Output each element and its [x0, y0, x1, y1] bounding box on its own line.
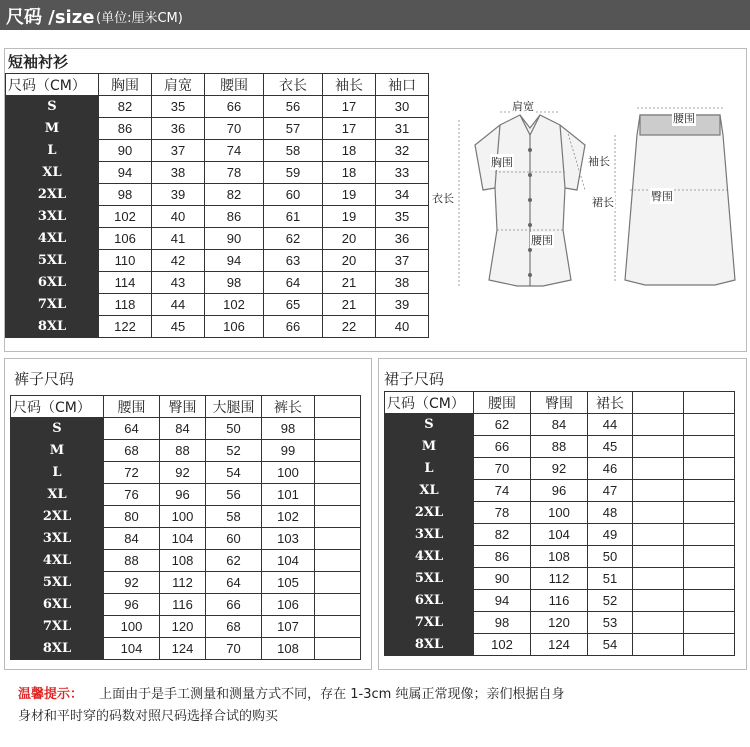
value-cell: 86	[205, 206, 264, 228]
value-cell: 32	[376, 140, 429, 162]
value-cell: 108	[262, 638, 315, 660]
value-cell: 112	[531, 568, 588, 590]
value-cell: 51	[588, 568, 633, 590]
empty-cell	[684, 546, 735, 568]
value-cell: 116	[531, 590, 588, 612]
value-cell: 104	[160, 528, 206, 550]
empty-cell	[633, 634, 684, 656]
table-row	[385, 414, 735, 436]
value-cell: 58	[264, 140, 323, 162]
value-cell: 106	[205, 316, 264, 338]
size-cell: 5XL	[385, 568, 474, 590]
size-cell: XL	[6, 162, 99, 184]
value-cell: 21	[323, 294, 376, 316]
table-row	[385, 458, 735, 480]
value-cell: 64	[206, 572, 262, 594]
value-cell: 82	[205, 184, 264, 206]
size-cell: XL	[11, 484, 104, 506]
value-cell: 49	[588, 524, 633, 546]
value-cell: 18	[323, 140, 376, 162]
column-header: 腰围	[104, 396, 160, 418]
value-cell: 50	[206, 418, 262, 440]
value-cell: 86	[99, 118, 152, 140]
empty-cell	[684, 414, 735, 436]
value-cell: 64	[104, 418, 160, 440]
label-chest: 胸围	[491, 156, 513, 169]
empty-cell	[315, 638, 361, 660]
empty-cell	[633, 524, 684, 546]
value-cell: 33	[376, 162, 429, 184]
value-cell: 57	[264, 118, 323, 140]
value-cell: 46	[588, 458, 633, 480]
value-cell: 99	[262, 440, 315, 462]
table-row	[385, 436, 735, 458]
value-cell: 22	[323, 316, 376, 338]
value-cell: 17	[323, 96, 376, 118]
shirt-size-table	[5, 73, 429, 338]
value-cell: 30	[376, 96, 429, 118]
column-header: 尺码（CM）	[6, 74, 99, 96]
value-cell: 90	[99, 140, 152, 162]
size-cell: 2XL	[11, 506, 104, 528]
value-cell: 31	[376, 118, 429, 140]
size-cell: 7XL	[6, 294, 99, 316]
tip-note	[18, 684, 738, 728]
value-cell: 107	[262, 616, 315, 638]
value-cell: 37	[152, 140, 205, 162]
column-header: 衣长	[264, 74, 323, 96]
value-cell: 114	[99, 272, 152, 294]
empty-cell	[684, 568, 735, 590]
size-cell: 3XL	[11, 528, 104, 550]
table-row	[11, 616, 361, 638]
value-cell: 98	[474, 612, 531, 634]
column-header: 尺码（CM）	[385, 392, 474, 414]
label-waist: 腰围	[531, 234, 553, 247]
value-cell: 103	[262, 528, 315, 550]
label-skirt-waist: 腰围	[673, 112, 695, 125]
empty-cell	[633, 458, 684, 480]
empty-cell	[633, 480, 684, 502]
value-cell: 61	[264, 206, 323, 228]
value-cell: 104	[262, 550, 315, 572]
empty-cell	[315, 550, 361, 572]
empty-cell	[633, 612, 684, 634]
value-cell: 70	[205, 118, 264, 140]
empty-cell	[684, 634, 735, 656]
value-cell: 122	[99, 316, 152, 338]
table-row	[6, 228, 429, 250]
empty-cell	[633, 392, 684, 414]
label-shoulder: 肩宽	[512, 100, 534, 113]
value-cell: 63	[264, 250, 323, 272]
empty-cell	[315, 594, 361, 616]
value-cell: 62	[206, 550, 262, 572]
table-row	[385, 590, 735, 612]
value-cell: 106	[262, 594, 315, 616]
skirt-size-table	[384, 391, 735, 656]
table-header-row	[385, 392, 735, 414]
table-row	[6, 206, 429, 228]
column-header: 臀围	[531, 392, 588, 414]
value-cell: 102	[205, 294, 264, 316]
value-cell: 96	[531, 480, 588, 502]
column-header: 裤长	[262, 396, 315, 418]
empty-cell	[633, 436, 684, 458]
size-cell: 2XL	[6, 184, 99, 206]
size-cell: 5XL	[11, 572, 104, 594]
value-cell: 88	[104, 550, 160, 572]
value-cell: 72	[104, 462, 160, 484]
value-cell: 108	[160, 550, 206, 572]
value-cell: 102	[99, 206, 152, 228]
value-cell: 54	[588, 634, 633, 656]
value-cell: 84	[104, 528, 160, 550]
value-cell: 35	[376, 206, 429, 228]
value-cell: 21	[323, 272, 376, 294]
empty-cell	[633, 502, 684, 524]
size-cell: 6XL	[6, 272, 99, 294]
value-cell: 38	[152, 162, 205, 184]
value-cell: 47	[588, 480, 633, 502]
empty-cell	[315, 528, 361, 550]
table-row	[6, 184, 429, 206]
size-cell: L	[385, 458, 474, 480]
size-cell: S	[6, 96, 99, 118]
size-cell: 8XL	[385, 634, 474, 656]
value-cell: 124	[531, 634, 588, 656]
table-row	[6, 294, 429, 316]
header-unit: (单位:厘米CM)	[96, 11, 183, 26]
empty-cell	[315, 440, 361, 462]
empty-cell	[315, 462, 361, 484]
value-cell: 98	[262, 418, 315, 440]
empty-cell	[315, 396, 361, 418]
value-cell: 56	[206, 484, 262, 506]
table-row	[6, 316, 429, 338]
value-cell: 116	[160, 594, 206, 616]
value-cell: 45	[588, 436, 633, 458]
value-cell: 101	[262, 484, 315, 506]
size-cell: 7XL	[385, 612, 474, 634]
size-cell: 7XL	[11, 616, 104, 638]
empty-cell	[684, 612, 735, 634]
table-row	[11, 440, 361, 462]
size-cell: S	[385, 414, 474, 436]
size-cell: 2XL	[385, 502, 474, 524]
tip-line-2: 身材和平时穿的码数对照尺码选择合试的购买	[18, 709, 279, 724]
label-skirt-length: 裙长	[592, 196, 614, 209]
value-cell: 39	[376, 294, 429, 316]
value-cell: 66	[206, 594, 262, 616]
value-cell: 94	[205, 250, 264, 272]
size-cell: S	[11, 418, 104, 440]
value-cell: 104	[104, 638, 160, 660]
size-cell: M	[385, 436, 474, 458]
column-header: 袖口	[376, 74, 429, 96]
pants-size-table	[10, 395, 361, 660]
value-cell: 59	[264, 162, 323, 184]
column-header: 腰围	[205, 74, 264, 96]
empty-cell	[315, 616, 361, 638]
value-cell: 36	[376, 228, 429, 250]
value-cell: 34	[376, 184, 429, 206]
empty-cell	[633, 546, 684, 568]
value-cell: 110	[99, 250, 152, 272]
value-cell: 100	[104, 616, 160, 638]
value-cell: 106	[99, 228, 152, 250]
value-cell: 43	[152, 272, 205, 294]
value-cell: 20	[323, 228, 376, 250]
value-cell: 78	[205, 162, 264, 184]
value-cell: 94	[99, 162, 152, 184]
size-cell: XL	[385, 480, 474, 502]
value-cell: 92	[160, 462, 206, 484]
value-cell: 66	[205, 96, 264, 118]
size-cell: 3XL	[6, 206, 99, 228]
empty-cell	[315, 484, 361, 506]
column-header: 裙长	[588, 392, 633, 414]
value-cell: 78	[474, 502, 531, 524]
table-row	[6, 162, 429, 184]
value-cell: 74	[205, 140, 264, 162]
value-cell: 64	[264, 272, 323, 294]
tip-line-1: 上面由于是手工测量和测量方式不同，存在 1-3cm 纯属正常现像；亲们根据自身	[99, 687, 565, 702]
table-row	[11, 572, 361, 594]
value-cell: 92	[104, 572, 160, 594]
table-row	[11, 462, 361, 484]
table-row	[385, 612, 735, 634]
empty-cell	[633, 414, 684, 436]
label-skirt-hip: 臀围	[651, 190, 673, 203]
value-cell: 86	[474, 546, 531, 568]
value-cell: 70	[474, 458, 531, 480]
value-cell: 53	[588, 612, 633, 634]
empty-cell	[684, 458, 735, 480]
skirt-illustration	[625, 115, 735, 285]
table-row	[11, 638, 361, 660]
value-cell: 100	[531, 502, 588, 524]
value-cell: 96	[160, 484, 206, 506]
size-cell: 3XL	[385, 524, 474, 546]
measurement-diagram	[425, 90, 745, 330]
value-cell: 98	[205, 272, 264, 294]
size-cell: 4XL	[385, 546, 474, 568]
value-cell: 42	[152, 250, 205, 272]
table-row	[6, 272, 429, 294]
empty-cell	[315, 572, 361, 594]
value-cell: 68	[104, 440, 160, 462]
value-cell: 20	[323, 250, 376, 272]
value-cell: 40	[152, 206, 205, 228]
tip-label: 温馨提示：	[18, 687, 84, 702]
value-cell: 88	[160, 440, 206, 462]
value-cell: 40	[376, 316, 429, 338]
value-cell: 90	[474, 568, 531, 590]
value-cell: 56	[264, 96, 323, 118]
value-cell: 19	[323, 206, 376, 228]
table-row	[385, 568, 735, 590]
value-cell: 60	[206, 528, 262, 550]
value-cell: 104	[531, 524, 588, 546]
pants-title: 裤子尺码	[14, 370, 75, 388]
skirt-title: 裙子尺码	[384, 370, 445, 388]
empty-cell	[315, 418, 361, 440]
table-row	[385, 634, 735, 656]
size-cell: 4XL	[6, 228, 99, 250]
value-cell: 120	[160, 616, 206, 638]
column-header: 臀围	[160, 396, 206, 418]
column-header: 肩宽	[152, 74, 205, 96]
value-cell: 17	[323, 118, 376, 140]
value-cell: 100	[262, 462, 315, 484]
value-cell: 44	[588, 414, 633, 436]
value-cell: 82	[474, 524, 531, 546]
shirt-title: 短袖衬衫	[8, 53, 69, 71]
value-cell: 90	[205, 228, 264, 250]
value-cell: 82	[99, 96, 152, 118]
value-cell: 98	[99, 184, 152, 206]
column-header: 大腿围	[206, 396, 262, 418]
column-header: 胸围	[99, 74, 152, 96]
header-bar	[0, 0, 750, 30]
value-cell: 84	[531, 414, 588, 436]
label-sleeve: 袖长	[588, 155, 610, 168]
value-cell: 44	[152, 294, 205, 316]
table-row	[11, 550, 361, 572]
table-row	[6, 140, 429, 162]
empty-cell	[684, 480, 735, 502]
value-cell: 62	[264, 228, 323, 250]
empty-cell	[633, 590, 684, 612]
table-row	[6, 250, 429, 272]
value-cell: 105	[262, 572, 315, 594]
value-cell: 118	[99, 294, 152, 316]
table-row	[385, 480, 735, 502]
size-cell: L	[6, 140, 99, 162]
empty-cell	[684, 502, 735, 524]
table-row	[385, 524, 735, 546]
value-cell: 84	[160, 418, 206, 440]
value-cell: 96	[104, 594, 160, 616]
table-header-row	[11, 396, 361, 418]
column-header: 腰围	[474, 392, 531, 414]
size-cell: 4XL	[11, 550, 104, 572]
value-cell: 45	[152, 316, 205, 338]
table-row	[11, 484, 361, 506]
value-cell: 39	[152, 184, 205, 206]
empty-cell	[684, 524, 735, 546]
table-row	[6, 118, 429, 140]
empty-cell	[684, 392, 735, 414]
table-row	[11, 528, 361, 550]
empty-cell	[684, 590, 735, 612]
value-cell: 19	[323, 184, 376, 206]
value-cell: 76	[104, 484, 160, 506]
empty-cell	[633, 568, 684, 590]
table-row	[385, 546, 735, 568]
size-cell: L	[11, 462, 104, 484]
table-row	[11, 418, 361, 440]
value-cell: 66	[264, 316, 323, 338]
empty-cell	[684, 436, 735, 458]
value-cell: 50	[588, 546, 633, 568]
column-header: 袖长	[323, 74, 376, 96]
value-cell: 92	[531, 458, 588, 480]
size-cell: 8XL	[6, 316, 99, 338]
value-cell: 102	[262, 506, 315, 528]
value-cell: 88	[531, 436, 588, 458]
value-cell: 54	[206, 462, 262, 484]
table-header-row	[6, 74, 429, 96]
value-cell: 62	[474, 414, 531, 436]
value-cell: 52	[588, 590, 633, 612]
value-cell: 74	[474, 480, 531, 502]
value-cell: 120	[531, 612, 588, 634]
size-cell: 8XL	[11, 638, 104, 660]
size-cell: M	[6, 118, 99, 140]
value-cell: 124	[160, 638, 206, 660]
value-cell: 37	[376, 250, 429, 272]
value-cell: 36	[152, 118, 205, 140]
label-length: 衣长	[432, 192, 454, 205]
value-cell: 70	[206, 638, 262, 660]
value-cell: 60	[264, 184, 323, 206]
size-cell: 5XL	[6, 250, 99, 272]
value-cell: 48	[588, 502, 633, 524]
value-cell: 100	[160, 506, 206, 528]
value-cell: 94	[474, 590, 531, 612]
value-cell: 35	[152, 96, 205, 118]
value-cell: 18	[323, 162, 376, 184]
value-cell: 68	[206, 616, 262, 638]
value-cell: 41	[152, 228, 205, 250]
value-cell: 112	[160, 572, 206, 594]
value-cell: 80	[104, 506, 160, 528]
value-cell: 38	[376, 272, 429, 294]
size-cell: M	[11, 440, 104, 462]
table-row	[11, 594, 361, 616]
value-cell: 52	[206, 440, 262, 462]
column-header: 尺码（CM）	[11, 396, 104, 418]
value-cell: 108	[531, 546, 588, 568]
value-cell: 102	[474, 634, 531, 656]
value-cell: 65	[264, 294, 323, 316]
table-row	[11, 506, 361, 528]
value-cell: 66	[474, 436, 531, 458]
size-cell: 6XL	[385, 590, 474, 612]
header-title: 尺码 /size	[6, 7, 95, 28]
value-cell: 58	[206, 506, 262, 528]
table-row	[385, 502, 735, 524]
empty-cell	[315, 506, 361, 528]
size-cell: 6XL	[11, 594, 104, 616]
table-row	[6, 96, 429, 118]
